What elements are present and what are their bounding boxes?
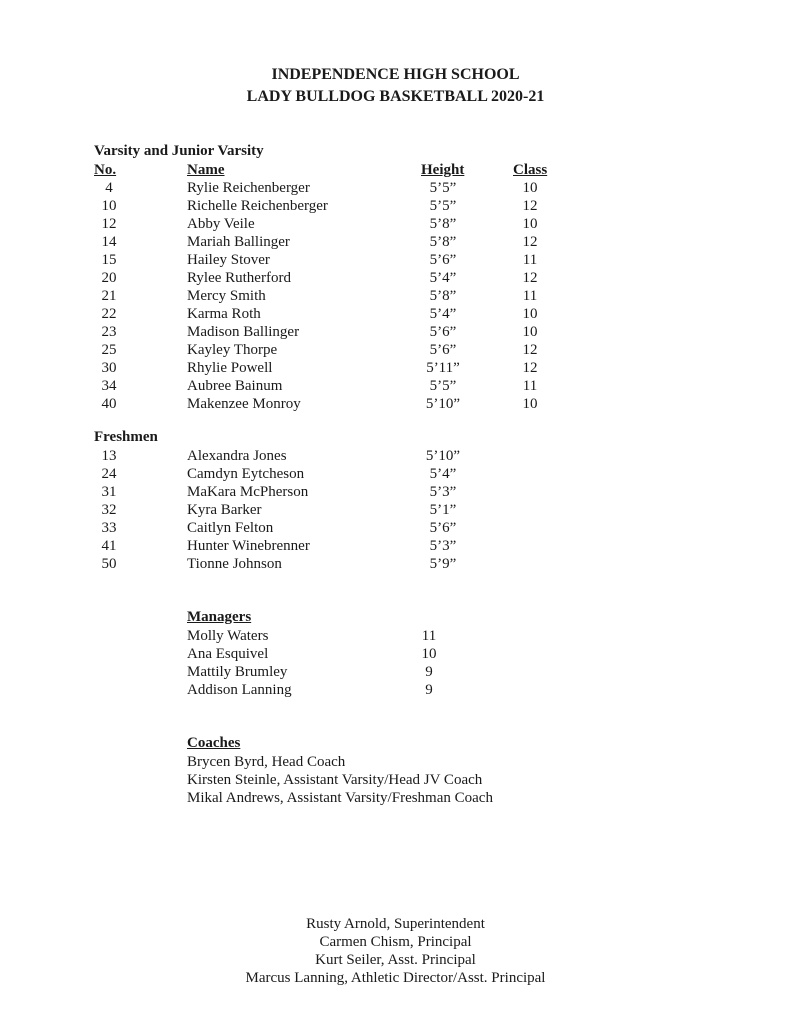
coach-entry: Kirsten Steinle, Assistant Varsity/Head JV Coach <box>187 772 483 788</box>
player-height: 5’5” <box>429 180 457 196</box>
player-height: 5’8” <box>429 288 457 304</box>
player-class: 12 <box>522 234 538 250</box>
table-row <box>0 359 791 377</box>
manager-name: Addison Lanning <box>187 682 292 698</box>
manager-name: Molly Waters <box>187 628 269 644</box>
player-number: 23 <box>101 324 117 340</box>
player-number: 10 <box>101 198 117 214</box>
coach-entry: Mikal Andrews, Assistant Varsity/Freshman Coach <box>187 790 493 806</box>
player-name: Kayley Thorpe <box>187 342 278 358</box>
player-height: 5’6” <box>429 324 457 340</box>
player-number: 25 <box>101 342 117 358</box>
player-name: Kyra Barker <box>187 502 262 518</box>
player-number: 34 <box>101 378 117 394</box>
table-row <box>0 555 791 573</box>
coaches-heading: Coaches <box>187 735 241 751</box>
player-name: Aubree Bainum <box>187 378 283 394</box>
player-name: Rhylie Powell <box>187 360 273 376</box>
player-height: 5’3” <box>429 538 457 554</box>
table-row <box>0 465 791 483</box>
player-number: 12 <box>101 216 117 232</box>
table-row <box>0 251 791 269</box>
player-number: 13 <box>101 448 117 464</box>
list-item <box>0 663 791 681</box>
player-number: 15 <box>101 252 117 268</box>
list-item <box>0 645 791 663</box>
player-name: Camdyn Eytcheson <box>187 466 305 482</box>
player-number: 41 <box>101 538 117 554</box>
player-name: Alexandra Jones <box>187 448 287 464</box>
coach-entry: Brycen Byrd, Head Coach <box>187 754 346 770</box>
player-number: 21 <box>101 288 117 304</box>
player-class: 10 <box>522 216 538 232</box>
varsity-column-headers <box>0 161 791 179</box>
manager-class: 9 <box>425 664 433 680</box>
freshmen-heading: Freshmen <box>94 429 158 445</box>
player-class: 11 <box>522 288 538 304</box>
manager-class: 11 <box>421 628 437 644</box>
player-name: MaKara McPherson <box>187 484 309 500</box>
player-name: Makenzee Monroy <box>187 396 301 412</box>
table-row <box>0 395 791 413</box>
table-row <box>0 519 791 537</box>
table-row <box>0 287 791 305</box>
player-height: 5’6” <box>429 342 457 358</box>
player-height: 5’9” <box>429 556 457 572</box>
player-number: 32 <box>101 502 117 518</box>
table-row <box>0 179 791 197</box>
player-name: Caitlyn Felton <box>187 520 274 536</box>
player-height: 5’1” <box>429 502 457 518</box>
player-name: Rylie Reichenberger <box>187 180 310 196</box>
player-height: 5’6” <box>429 520 457 536</box>
player-class: 11 <box>522 252 538 268</box>
table-row <box>0 323 791 341</box>
administrator-entry: Rusty Arnold, Superintendent <box>306 916 485 932</box>
table-row <box>0 377 791 395</box>
player-number: 50 <box>101 556 117 572</box>
table-row <box>0 483 791 501</box>
player-height: 5’4” <box>429 306 457 322</box>
table-row <box>0 269 791 287</box>
table-row <box>0 305 791 323</box>
team-title: LADY BULLDOG BASKETBALL 2020-21 <box>246 88 545 105</box>
player-height: 5’11” <box>426 360 460 376</box>
player-name: Richelle Reichenberger <box>187 198 328 214</box>
administrator-entry: Carmen Chism, Principal <box>319 934 472 950</box>
manager-name: Mattily Brumley <box>187 664 288 680</box>
column-header-name: Name <box>187 162 225 178</box>
player-class: 10 <box>522 324 538 340</box>
player-class: 12 <box>522 198 538 214</box>
player-name: Karma Roth <box>187 306 261 322</box>
managers-heading: Managers <box>187 609 252 625</box>
player-name: Madison Ballinger <box>187 324 300 340</box>
manager-class: 10 <box>421 646 437 662</box>
table-row <box>0 197 791 215</box>
player-height: 5’5” <box>429 198 457 214</box>
player-number: 24 <box>101 466 117 482</box>
player-name: Abby Veile <box>187 216 255 232</box>
player-number: 4 <box>105 180 113 196</box>
player-height: 5’4” <box>429 270 457 286</box>
table-row <box>0 537 791 555</box>
player-class: 12 <box>522 342 538 358</box>
administrator-entry: Kurt Seiler, Asst. Principal <box>315 952 476 968</box>
player-class: 10 <box>522 396 538 412</box>
column-header-height: Height <box>421 162 465 178</box>
list-item <box>0 681 791 699</box>
player-height: 5’8” <box>429 216 457 232</box>
player-name: Hailey Stover <box>187 252 270 268</box>
player-class: 12 <box>522 270 538 286</box>
player-class: 12 <box>522 360 538 376</box>
player-height: 5’3” <box>429 484 457 500</box>
player-number: 30 <box>101 360 117 376</box>
player-name: Tionne Johnson <box>187 556 282 572</box>
player-height: 5’10” <box>425 396 461 412</box>
player-name: Hunter Winebrenner <box>187 538 310 554</box>
player-number: 40 <box>101 396 117 412</box>
administrator-entry: Marcus Lanning, Athletic Director/Asst. Principal <box>245 970 546 986</box>
player-height: 5’6” <box>429 252 457 268</box>
player-height: 5’10” <box>425 448 461 464</box>
table-row <box>0 233 791 251</box>
column-header-class: Class <box>513 162 548 178</box>
player-number: 33 <box>101 520 117 536</box>
player-height: 5’5” <box>429 378 457 394</box>
varsity-heading: Varsity and Junior Varsity <box>94 143 264 159</box>
player-name: Mariah Ballinger <box>187 234 290 250</box>
table-row <box>0 501 791 519</box>
player-height: 5’8” <box>429 234 457 250</box>
player-number: 20 <box>101 270 117 286</box>
table-row <box>0 447 791 465</box>
player-name: Rylee Rutherford <box>187 270 291 286</box>
manager-name: Ana Esquivel <box>187 646 269 662</box>
table-row <box>0 215 791 233</box>
player-class: 11 <box>522 378 538 394</box>
list-item <box>0 627 791 645</box>
school-title: INDEPENDENCE HIGH SCHOOL <box>271 66 520 83</box>
table-row <box>0 341 791 359</box>
player-class: 10 <box>522 180 538 196</box>
manager-class: 9 <box>425 682 433 698</box>
player-class: 10 <box>522 306 538 322</box>
player-name: Mercy Smith <box>187 288 266 304</box>
player-number: 31 <box>101 484 117 500</box>
player-number: 14 <box>101 234 117 250</box>
player-height: 5’4” <box>429 466 457 482</box>
column-header-no: No. <box>94 162 117 178</box>
player-number: 22 <box>101 306 117 322</box>
